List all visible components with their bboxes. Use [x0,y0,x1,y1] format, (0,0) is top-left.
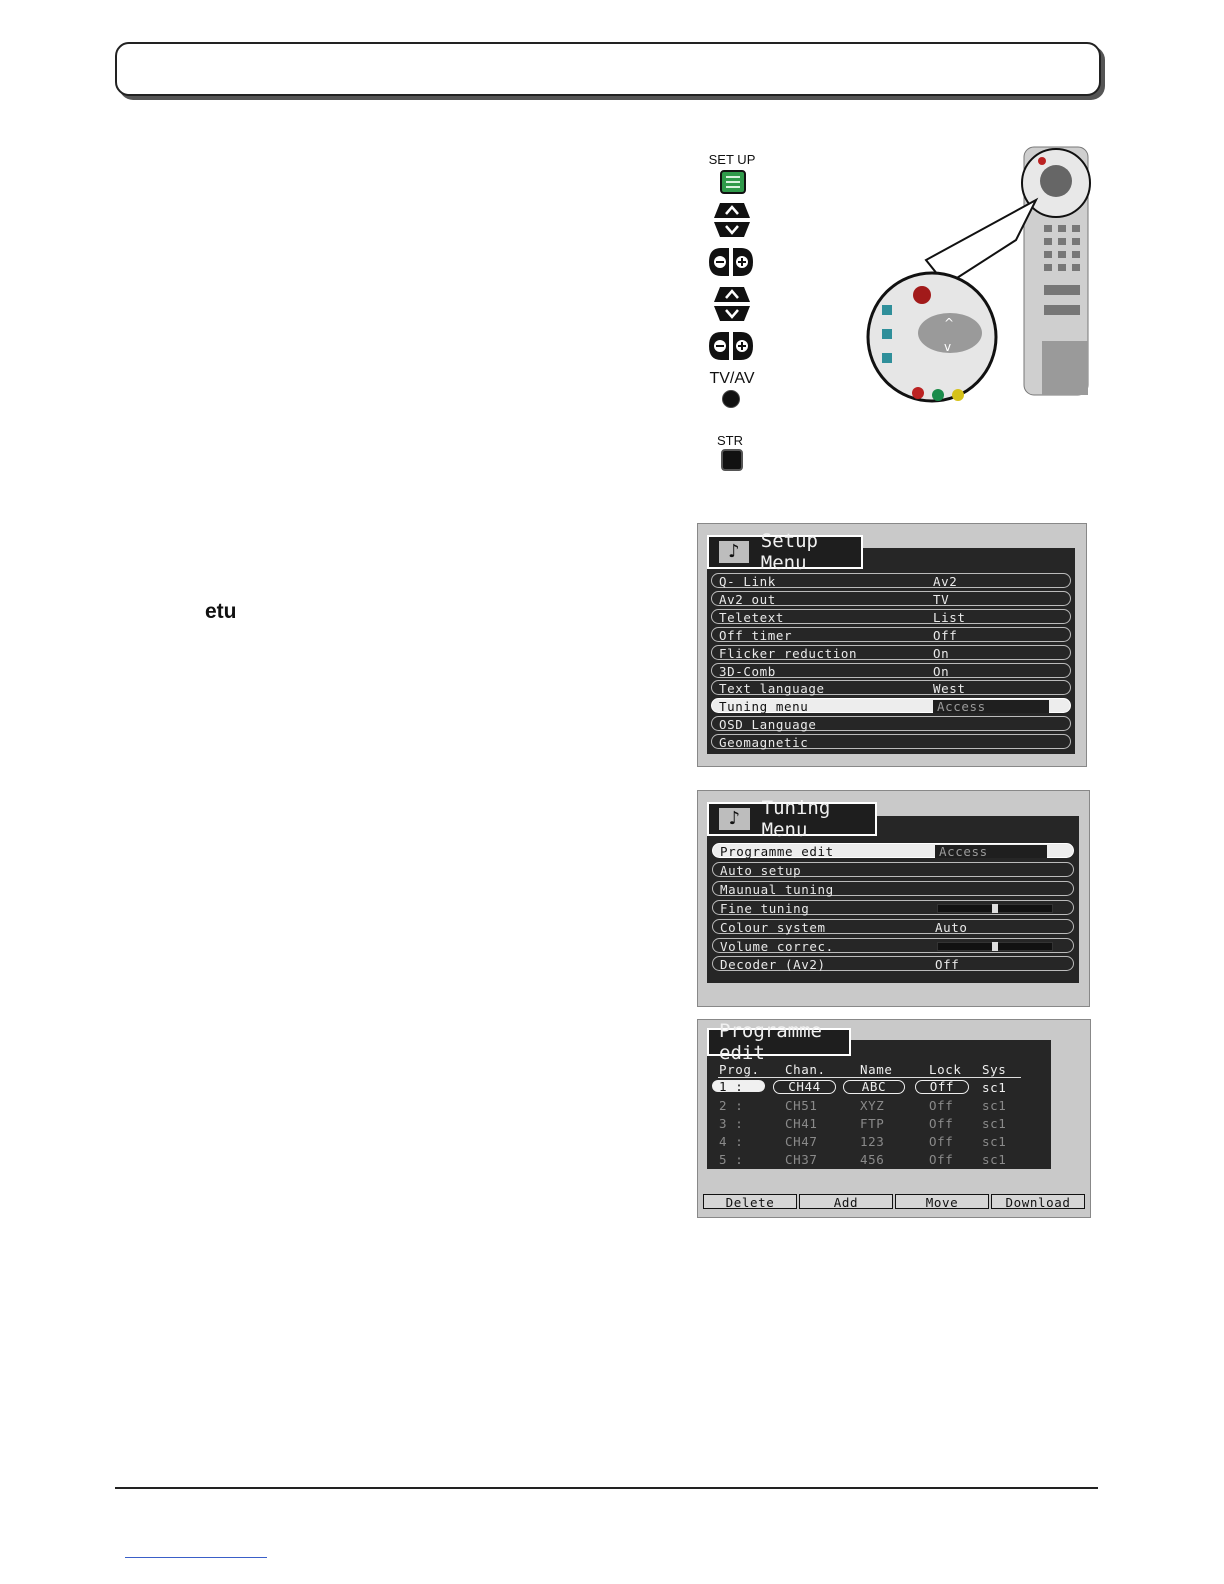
str-key-label: STR [717,433,743,448]
programme-edit-cell-name: 456 [860,1152,885,1167]
programme-edit-cell-sys: sc1 [982,1080,1007,1095]
setup-menu-row-label: Text language [719,681,825,697]
setup-menu-row-value: List [933,609,966,625]
setup-menu-title-bar [707,530,863,574]
setup-menu-row[interactable] [711,680,1071,695]
setup-menu-row[interactable] [711,573,1071,588]
slider-knob[interactable] [992,942,998,951]
programme-edit-column-header: Prog. [719,1062,760,1077]
programme-edit-cell-chan: CH47 [785,1134,818,1149]
programme-edit-cell-name: XYZ [860,1098,885,1113]
programme-edit-column-header: Sys [982,1062,1007,1077]
setup-menu-row-value: On [933,645,950,661]
programme-edit-move-button[interactable]: Move [895,1194,989,1209]
tuning-menu-row-label: Maunual tuning [720,881,834,897]
setup-menu-row[interactable] [711,591,1071,606]
setup-menu-row[interactable] [711,627,1071,642]
music-note-icon: ♪ [719,808,750,830]
page-header-box [115,42,1101,96]
setup-menu-title: Setup Menu [760,530,818,574]
setup-menu-row[interactable] [711,734,1071,749]
programme-edit-title-bar [707,1020,851,1064]
programme-edit-cell-lock: Off [929,1152,954,1167]
setup-menu-row[interactable] [711,609,1071,624]
body-text-fragment: etu [205,600,237,623]
up-down-key-icon-2[interactable] [712,285,752,323]
setup-menu-row-label: Flicker reduction [719,645,858,661]
programme-edit-cell-chan: CH37 [785,1152,818,1167]
tuning-menu-row[interactable] [712,919,1074,934]
programme-edit-column-header: Chan. [785,1062,826,1077]
slider-knob[interactable] [992,904,998,913]
setup-menu-row[interactable] [711,663,1071,678]
programme-edit-cell-sys: sc1 [982,1116,1007,1131]
programme-edit-cell-prog: 4 : [719,1134,744,1149]
tuning-menu-row[interactable] [712,881,1074,896]
programme-edit-add-button[interactable]: Add [799,1194,893,1209]
setup-menu-row-label: Av2 out [719,591,776,607]
programme-edit-cell-lock: Off [929,1134,954,1149]
tuning-menu-title: Tuning Menu [761,797,831,841]
setup-menu-row-label: Geomagnetic [719,735,809,751]
tuning-menu-row-value: Auto [935,919,968,935]
programme-edit-cell-prog: 5 : [719,1152,744,1167]
minus-plus-key-icon[interactable] [707,246,755,278]
programme-edit-cell-name: ABC [843,1080,905,1094]
str-key-icon[interactable] [721,449,743,471]
footer-link-underline[interactable] [125,1557,267,1558]
tvav-key-icon[interactable] [722,390,740,408]
programme-edit-cell-chan: CH51 [785,1098,818,1113]
programme-edit-cell-prog: 1 : [712,1080,765,1092]
tvav-key-label: TV/AV [709,370,755,387]
setup-menu-row[interactable] [711,698,1071,713]
tuning-menu-row-value: Access [935,845,1047,858]
tuning-menu-title-bar [707,797,877,841]
setup-menu-row-label: 3D-Comb [719,663,776,679]
setup-menu-row-value: Av2 [933,574,958,589]
programme-edit-column-header: Name [860,1062,893,1077]
svg-text:v: v [944,340,952,354]
programme-edit-cell-lock: Off [915,1080,969,1094]
programme-edit-cell-prog: 2 : [719,1098,744,1113]
tuning-level-slider[interactable] [937,942,1053,951]
setup-menu-row-label: OSD Language [719,717,817,733]
tuning-menu-row-label: Volume correc. [720,938,834,954]
programme-edit-cell-chan: CH41 [785,1116,818,1131]
setup-menu-row-value: On [933,663,950,679]
programme-edit-cell-lock: Off [929,1116,954,1131]
setup-menu-row-label: Q- Link [719,574,776,589]
setup-menu-row-label: Off timer [719,627,793,643]
setup-menu-row-value: West [933,681,966,697]
programme-edit-cell-sys: sc1 [982,1098,1007,1113]
tuning-menu-row-label: Auto setup [720,862,802,878]
tuning-menu-row[interactable] [712,843,1074,858]
tuning-menu-row-label: Decoder (Av2) [720,957,826,973]
programme-edit-cell-prog: 3 : [719,1116,744,1131]
tuning-menu-row-value: Off [935,957,960,973]
setup-menu-row-value: Off [933,627,958,643]
tuning-menu-row[interactable] [712,900,1074,915]
tuning-menu-row-label: Colour system [720,919,826,935]
programme-edit-column-header: Lock [929,1062,962,1077]
up-down-key-icon[interactable] [712,201,752,239]
programme-edit-header-rule [718,1077,1021,1078]
programme-edit-cell-chan: CH44 [773,1080,836,1094]
setup-menu-row-label: Teletext [719,609,785,625]
setup-menu-row-value: TV [933,591,950,607]
setup-menu-row-label: Tuning menu [719,699,809,715]
tuning-menu-row[interactable] [712,938,1074,953]
programme-edit-cell-name: 123 [860,1134,885,1149]
programme-edit-cell-lock: Off [929,1098,954,1113]
tuning-menu-row[interactable] [712,956,1074,971]
setup-key-icon[interactable] [720,170,746,194]
remote-control-illustration [866,145,1092,407]
setup-menu-row[interactable] [711,645,1071,660]
setup-menu-row[interactable] [711,716,1071,731]
minus-plus-key-icon-2[interactable] [707,330,755,362]
programme-edit-cell-sys: sc1 [982,1134,1007,1149]
music-note-icon: ♪ [719,541,749,563]
tuning-menu-row-label: Programme edit [720,844,834,859]
programme-edit-title: Programme edit [719,1020,822,1064]
programme-edit-cell-name: FTP [860,1116,885,1131]
setup-key-label: SET UP [708,152,756,167]
programme-edit-cell-sys: sc1 [982,1152,1007,1167]
tuning-menu-row[interactable] [712,862,1074,877]
footer-rule [115,1487,1098,1489]
svg-text:^: ^ [944,316,955,330]
tuning-menu-row-label: Fine tuning [720,900,810,916]
programme-edit-download-button[interactable]: Download [991,1194,1085,1209]
setup-menu-row-value: Access [933,700,1049,713]
programme-edit-delete-button[interactable]: Delete [703,1194,797,1209]
tuning-level-slider[interactable] [937,904,1053,913]
